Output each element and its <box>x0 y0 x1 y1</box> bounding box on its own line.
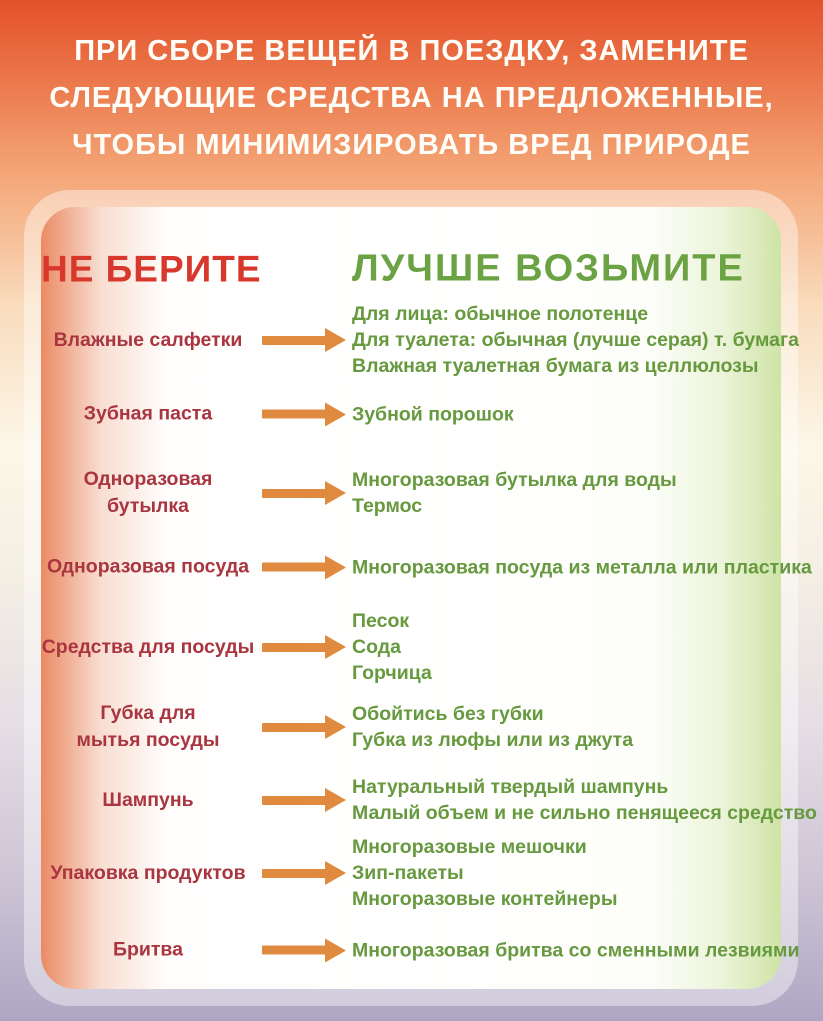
alternative-line: Многоразовая посуда из металла или пластика <box>352 556 812 578</box>
avoid-item-label <box>41 937 255 964</box>
alternative-line: Зубной порошок <box>352 403 514 425</box>
avoid-item-line: Зубная паста <box>83 402 213 425</box>
alternative-line: Губка из люфы или из джута <box>352 729 634 751</box>
table-row-dish-sponge <box>41 700 781 754</box>
alternative-line: Малый объем и не сильно пенящееся средство <box>352 802 817 824</box>
alternative-list <box>352 937 799 963</box>
avoid-item-label <box>41 466 255 520</box>
avoid-item-line: бутылка <box>106 495 190 517</box>
alternative-list <box>352 774 817 826</box>
avoid-item-label <box>41 700 255 754</box>
poster-title-line: ПРИ СБОРЕ ВЕЩЕЙ В ПОЕЗДКУ, ЗАМЕНИТЕ <box>74 35 749 67</box>
avoid-item-line: Средства для посуды <box>41 635 255 658</box>
alternative-line: Влажная туалетная бумага из целлюлозы <box>352 355 759 377</box>
poster-title-line: ЧТОБЫ МИНИМИЗИРОВАТЬ ВРЕД ПРИРОДЕ <box>72 129 751 161</box>
replace-arrow-icon <box>255 402 352 426</box>
table-row-razor <box>41 937 800 964</box>
alternative-line: Натуральный твердый шампунь <box>352 776 669 798</box>
replace-arrow-icon <box>255 635 352 659</box>
alternative-line: Многоразовая бритва со сменными лезвиями <box>352 939 800 961</box>
table-row-wet-wipes <box>41 301 799 379</box>
avoid-item-label <box>41 860 255 887</box>
table-row-food-packaging <box>41 834 781 912</box>
replace-arrow-icon <box>255 938 352 962</box>
content-card-panel <box>41 207 817 989</box>
replace-arrow-icon <box>255 715 352 739</box>
avoid-column-header: НЕ БЕРИТЕ <box>41 248 262 289</box>
alternative-line: Песок <box>352 610 410 632</box>
alternative-line: Многоразовые контейнеры <box>352 888 618 910</box>
alternative-list <box>352 701 781 753</box>
avoid-item-label <box>41 787 255 814</box>
avoid-item-line: Шампунь <box>102 788 194 811</box>
alternative-list <box>352 554 812 580</box>
poster-title-line: СЛЕДУЮЩИЕ СРЕДСТВА НА ПРЕДЛОЖЕННЫЕ, <box>49 82 774 114</box>
replace-arrow-icon <box>255 555 352 579</box>
table-row-dish-detergent <box>41 608 781 686</box>
alternative-list <box>352 834 781 912</box>
alternative-line: Зип-пакеты <box>352 862 464 884</box>
alternative-line: Многоразовая бутылка для воды <box>352 469 677 491</box>
avoid-item-line: Бритва <box>112 938 184 961</box>
avoid-item-label <box>41 327 255 354</box>
avoid-item-label <box>41 634 255 661</box>
alternative-line: Для туалета: обычная (лучше серая) т. бумага <box>352 329 799 351</box>
avoid-item-label <box>41 401 255 428</box>
avoid-item-line: Одноразовая посуда <box>46 555 250 578</box>
take-column-header: ЛУЧШЕ ВОЗЬМИТЕ <box>352 247 745 290</box>
table-row-toothpaste <box>41 401 781 428</box>
alternative-list <box>352 401 781 427</box>
avoid-item-line: Упаковка продуктов <box>50 861 246 884</box>
replace-arrow-icon <box>255 861 352 885</box>
avoid-item-line: Губка для <box>100 702 196 724</box>
replace-arrow-icon <box>255 481 352 505</box>
column-headers <box>41 248 781 291</box>
replace-arrow-icon <box>255 328 352 352</box>
table-row-disposable-tableware <box>41 554 812 581</box>
avoid-item-line: Одноразовая <box>83 468 213 490</box>
poster-title <box>0 28 823 169</box>
avoid-item-label <box>41 554 255 581</box>
alternative-list <box>352 467 781 519</box>
replace-arrow-icon <box>255 788 352 812</box>
alternative-line: Горчица <box>352 662 432 684</box>
alternative-line: Для лица: обычное полотенце <box>352 303 649 325</box>
alternative-list <box>352 301 799 379</box>
table-row-disposable-bottle <box>41 466 781 520</box>
alternative-line: Многоразовые мешочки <box>352 836 587 858</box>
avoid-item-line: Влажные салфетки <box>53 328 243 351</box>
alternative-line: Обойтись без губки <box>352 703 544 725</box>
alternative-line: Термос <box>352 495 423 517</box>
alternative-line: Сода <box>352 636 401 658</box>
content-card <box>24 190 817 1006</box>
avoid-item-line: мытья посуды <box>76 729 220 751</box>
table-row-shampoo <box>41 774 817 826</box>
alternative-list <box>352 608 781 686</box>
